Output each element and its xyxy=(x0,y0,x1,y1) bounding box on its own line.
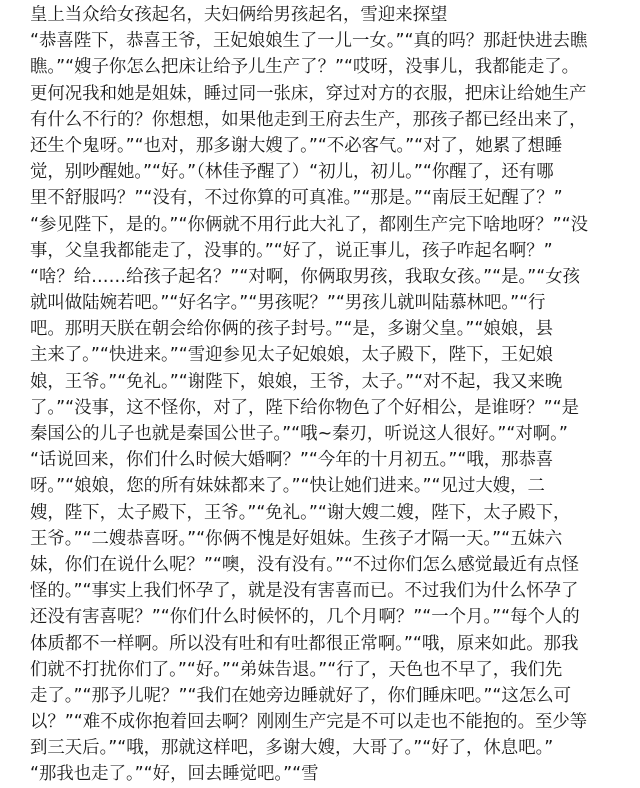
text-line: 吧。那明天朕在朝会给你俩的孩子封号。”“是，多谢父皇。”“娘娘，县 xyxy=(30,319,553,340)
text-line: 就叫做陆婉若吧。”“好名字。”“男孩呢？”“男孩儿就叫陆慕林吧。”“行 xyxy=(30,293,546,314)
text-line: “参见陛下，是的。”“你俩就不用行此大礼了，都刚生产完下啥地呀？”“没 xyxy=(30,214,589,235)
text-line: 瞧。”“嫂子你怎么把床让给予儿生产了？”“哎呀，没事儿，我都能走了。 xyxy=(30,57,580,78)
text-line: 体质都不一样啊。所以没有吐和有吐都很正常啊。”“哦，原来如此。那我 xyxy=(30,633,579,654)
text-line: 走了。”“那予儿呢？”“我们在她旁边睡就好了，你们睡床吧。”“这怎么可 xyxy=(30,685,571,706)
text-line: 主来了。”“快进来。”“雪迎参见太子妃娘娘，太子殿下，陛下，王妃娘 xyxy=(30,345,553,366)
text-line: 还生个鬼呀。”“也对，那多谢大嫂了。”“不必客气。”“对了，她累了想睡 xyxy=(30,135,563,156)
text-line: 呀。”“娘娘，您的所有妹妹都来了。”“快让她们进来。”“见过大嫂，二 xyxy=(30,476,545,497)
document-page xyxy=(30,2,612,788)
text-line: 到三天后。”“哦，那就这样吧，多谢大嫂，大哥了。”“好了，休息吧。” xyxy=(30,738,554,759)
text-line: 妹，你们在说什么呢？”“噢，没有没有。”“不过你们怎么感觉最近有点怪 xyxy=(30,554,580,575)
text-line: “啥？给……给孩子起名？”“对啊，你俩取男孩，我取女孩。”“是。”“女孩 xyxy=(30,266,580,287)
text-line: 嫂，陛下，太子殿下，王爷。”“免礼。”“谢大嫂二嫂，陛下，太子殿下， xyxy=(30,502,571,523)
text-line: 们就不打扰你们了。”“好。”“弟妹告退。”“行了，天色也不早了，我们先 xyxy=(30,659,563,680)
text-line: 娘，王爷。”“免礼。”“谢陛下，娘娘，王爷，太子。”“对不起，我又来晚 xyxy=(30,371,563,392)
text-line: “恭喜陛下，恭喜王爷，王妃娘娘生了一儿一女。”“真的吗？那赶快进去瞧 xyxy=(30,31,588,52)
text-line: “话说回来，你们什么时候大婚啊？”“今年的十月初五。”“哦，那恭喜 xyxy=(30,450,554,471)
text-line: 了。”“没事，这不怪你，对了，陛下给你物色了个好相公，是谁呀？”“是 xyxy=(30,397,580,418)
text-line: 觉，别吵醒她。”“好。”（林佳予醒了）“初儿，初儿。”“你醒了，还有哪 xyxy=(30,162,554,183)
text-line: 还没有害喜呢？”“你们什么时候怀的，几个月啊？”“一个月。”“每个人的 xyxy=(30,607,580,628)
text-line: “那我也走了。”“好，回去睡觉吧。”“雪 xyxy=(30,764,319,785)
title-line: 皇上当众给女孩起名，夫妇俩给男孩起名，雪迎来探望 xyxy=(30,5,448,25)
text-line: 里不舒服吗？”“没有，不过你算的可真准。”“那是。”“南辰王妃醒了？” xyxy=(30,188,563,209)
text-line: 王爷。”“二嫂恭喜呀。”“你俩不愧是好姐妹。生孩子才隔一天。”“五妹六 xyxy=(30,528,563,549)
text-line: 以？”“难不成你抱着回去啊？刚刚生产完是不可以走也不能抱的。至少等 xyxy=(30,712,588,733)
text-line: 事，父皇我都能走了，没事的。”“好了，说正事儿，孩子咋起名啊？” xyxy=(30,240,553,261)
text-line: 怪的。”“事实上我们怀孕了，就是没有害喜而已。不过我们为什么怀孕了 xyxy=(30,581,579,602)
text-line: 有什么不行的？你想想，如果他走到王府去生产，那孩子都已经出来了， xyxy=(30,109,587,130)
text-line: 秦国公的儿子也就是秦国公世子。”“哦~秦刃，听说这人很好。”“对啊。” xyxy=(30,424,568,444)
text-line: 更何况我和她是姐妹，睡过同一张床，穿过对方的衣服，把床让给她生产 xyxy=(30,83,587,104)
